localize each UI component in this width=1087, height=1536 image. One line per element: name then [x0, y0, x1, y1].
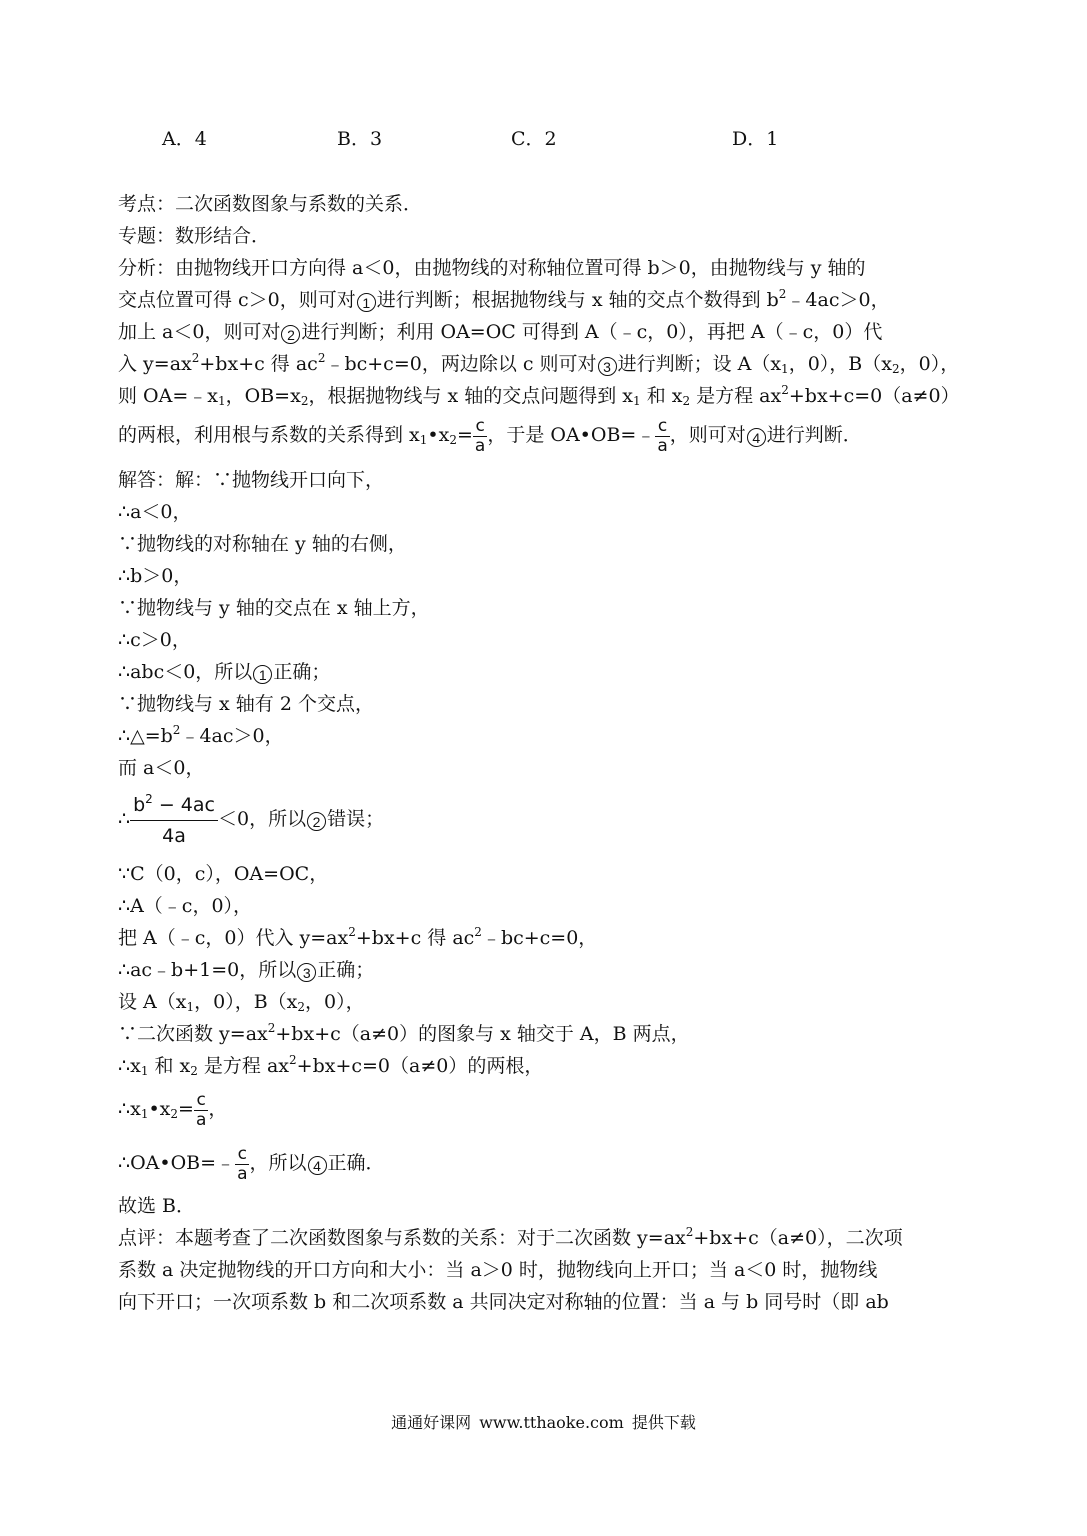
option-c: C．2	[511, 128, 557, 150]
option-d: D．1	[732, 128, 779, 150]
footer-note: 提供下载	[631, 1413, 696, 1432]
fraction-c-over-a: $\frac{c}{a}$	[195, 1089, 207, 1130]
solution-line: ∴abc＜0，所以 1 正确；	[118, 661, 331, 683]
solution-line: ∴b＞0，	[118, 565, 193, 587]
solution-line: ∵抛物线的对称轴在 y 轴的右侧，	[118, 533, 407, 555]
page-footer	[0, 1410, 1087, 1433]
analysis-section	[118, 252, 970, 460]
solution-line-fraction: ∴OA•OB=﹣ $\frac{c}{a}$ ，所以 4 正确．	[118, 1143, 385, 1184]
fraction-c-over-a: $\frac{c}{a}$	[237, 1143, 248, 1184]
analysis-line-6: 的两根，利用根与系数的关系得到 $x_1•x_2=$ $\frac{c}{a}$ ，于是 OA•OB=﹣ $\frac{c}{a}$ ，则可对 4 进行判断．	[118, 415, 862, 456]
solution-line: $\therefore x_1$ 和 $x_2$ 是方程 $ax^2+bx+c=0(a\ne 0)$的两根，	[118, 1053, 544, 1078]
kaodian-line: 考点：二次函数图象与系数的关系．	[118, 193, 423, 215]
solution-line: 把 A（﹣c，0）代入 $y=ax^2+bx+c$ 得 $ac^2﹣bc+c=0$，	[118, 925, 598, 949]
comment-line-2: 系数 a 决定抛物线的开口方向和大小：当 a＞0 时，抛物线向上开口；当 a＜0 时，抛物线	[118, 1259, 878, 1281]
circled-number-3: 3	[297, 963, 316, 982]
solution-body	[118, 188, 970, 1318]
circled-number-4: 4	[308, 1156, 327, 1175]
footer-url-link[interactable]: www.tthaoke.com	[479, 1413, 624, 1432]
option-b: B．3	[337, 128, 383, 150]
solution-section	[118, 464, 970, 1190]
circled-number-1: 1	[253, 665, 272, 684]
circled-number-2: 2	[281, 325, 300, 344]
solution-line: ∵抛物线与 y 轴的交点在 x 轴上方，	[118, 597, 430, 619]
comment-line-1: 点评：本题考查了二次函数图象与系数的关系：对于二次函数 $y=ax^2+bx+c(a\ne 0)$，二次项	[118, 1225, 903, 1249]
solution-line-fraction: $\therefore x_1•x_2=$ $\frac{c}{a}$ ，	[118, 1089, 228, 1130]
footer-site-name: 通通好课网	[391, 1413, 472, 1432]
comment-line-3: 向下开口；一次项系数 b 和二次项系数 a 共同决定对称轴的位置：当 a 与 b 同号时（即 ab	[118, 1291, 889, 1313]
analysis-line-3: 加上 a＜0，则可对 2 进行判断；利用 OA=OC 可得到 A（﹣c，0），再把 A（﹣c，0）代	[118, 321, 883, 343]
solution-line: 解答：解：∵抛物线开口向下，	[118, 469, 385, 491]
fraction-c-over-a: $\frac{c}{a}$	[657, 415, 668, 456]
circled-number-4: 4	[747, 428, 766, 447]
solution-line: ∴c＞0，	[118, 629, 191, 651]
solution-line: 设 $A(x_1$，0），$B(x_2$，0），	[118, 991, 365, 1014]
analysis-line-4: 入 $y=ax^2+bx+c$ 得 $ac^2﹣bc+c=0$，两边除以 c 则可对 3 进行判断；设 $A(x_1$，0），$B(x_2$，0），	[118, 351, 960, 376]
circled-number-2: 2	[307, 812, 326, 831]
zhuanti-line: 专题：数形结合．	[118, 225, 271, 247]
solution-line: ∴A（﹣c，0），	[118, 895, 253, 917]
solution-line: ∴ac﹣b+1=0，所以 3 正确；	[118, 959, 375, 981]
solution-line: ∵二次函数 $y=ax^2+bx+c(a\ne 0)$的图象与 x 轴交于 A，B 两点，	[118, 1021, 690, 1045]
circled-number-3: 3	[598, 357, 617, 376]
analysis-line-5: 则 $OA=﹣x_1$，$OB=x_2$，根据抛物线与 x 轴的交点问题得到 $x_1$ 和 $x_2$ 是方程 $ax^2+bx+c=0(a\ne 0)$	[118, 383, 960, 408]
analysis-line-2: 交点位置可得 c＞0，则可对 1 进行判断；根据抛物线与 x 轴的交点个数得到 $b^2﹣4ac>0$，	[118, 287, 890, 311]
circled-number-1: 1	[357, 293, 376, 312]
solution-line: ∵抛物线与 x 轴有 2 个交点，	[118, 693, 374, 715]
answer-options	[0, 124, 1087, 152]
comment-section	[118, 1222, 970, 1318]
option-a: A．4	[162, 128, 207, 150]
final-answer: 故选 B．	[118, 1195, 196, 1217]
solution-line: 而 a＜0，	[118, 757, 205, 779]
solution-line: $\therefore\triangle=b^2﹣4ac>0$，	[118, 723, 284, 747]
solution-line: ∵C（0，c），OA=OC，	[118, 863, 329, 885]
solution-line-fraction: ∴ $\frac{b^2 - 4ac}{4a}$ ＜0，所以 2 错误；	[118, 780, 970, 858]
fraction-discriminant: $\frac{b^2 - 4ac}{4a}$	[130, 790, 218, 851]
analysis-line-1: 分析：由抛物线开口方向得 a＜0，由抛物线的对称轴位置可得 b＞0，由抛物线与 y 轴的	[118, 257, 866, 279]
solution-line: ∴a＜0，	[118, 501, 192, 523]
fraction-c-over-a: $\frac{c}{a}$	[474, 415, 486, 456]
